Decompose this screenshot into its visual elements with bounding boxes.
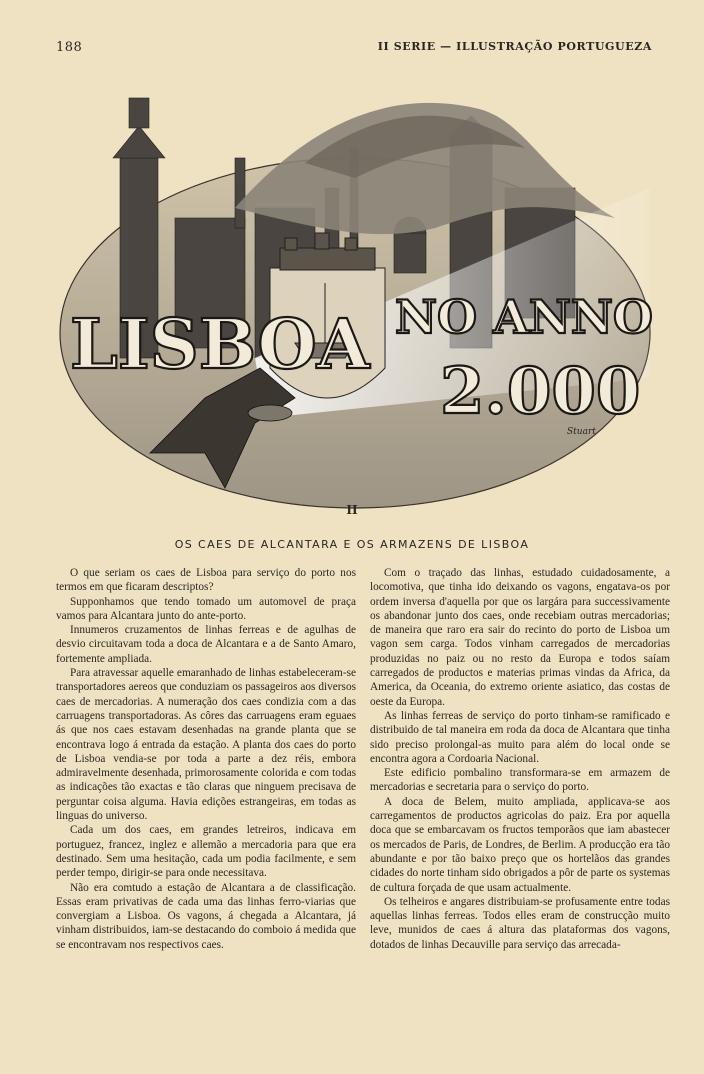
text-column-left	[56, 566, 356, 952]
paragraph: Não era comtudo a estação de Alcantara a de classificação. Essas eram privativas de cada uma das linhas ferro-viarias que convergiam a Lisboa. Os vagons, á chegada a Alcantara, já vinham distribuidos, iam-se destacando do comboio á medida que se encontravam nos respectivos caes.	[56, 881, 356, 951]
paragraph: As linhas ferreas de serviço do porto tinham-se ramificado e distribuido de tal maneira em roda da doca de Alcantara que tinha sido preciso prolongal-as muito para além do local onde se encontra agora a Cordoaria Nacional.	[370, 709, 670, 765]
paragraph: Supponhamos que tendo tomado um automovel de praça vamos para Alcantara junto do ante-porto.	[56, 595, 356, 622]
text-column-right	[370, 566, 670, 952]
running-head: II SERIE — ILLUSTRAÇÃO PORTUGUEZA	[377, 40, 652, 53]
plate-numeral: II	[346, 503, 358, 517]
title-year: 2.000	[440, 354, 641, 429]
artist-signature: Stuart	[567, 427, 596, 437]
paragraph: O que seriam os caes de Lisboa para serviço do porto nos termos em que ficaram descriptos?	[56, 567, 356, 594]
paragraph: Os telheiros e angares distribuiam-se profusamente entre todas aquellas linhas ferreas. Todos elles eram de construcção muito leve, munidos de caes á altura das plataformas dos vagons, dotados de linhas Decauville para serviço das arrecada-	[370, 895, 670, 951]
paragraph: A doca de Belem, muito ampliada, applicava-se aos carregamentos de productos agricolas do paiz. Era por aquella doca que se embarcavam os fructos temporãos que iam abastecer os mercados de Paris, de Londres, de Berlim. A producção era tão abundante e por tão baixo preço que os hortelãos das grandes cidades do norte tinham sido obrigados a pôr de parte os systemas de cultura forçada de que usam actualmente.	[370, 795, 670, 894]
paragraph: Este edificio pombalino transformara-se em armazem de mercadorias e secretaria para o serviço do porto.	[370, 767, 670, 794]
paragraph: Cada um dos caes, em grandes letreiros, indicava em portuguez, francez, inglez e allemão a mercadoria para que era destinado. Sem uma hesitação, cada um podia facilmente, e sem perder tempo, dirigir-se para onde necessitava.	[56, 824, 356, 880]
paragraph: Com o traçado das linhas, estudado cuidadosamente, a locomotiva, que tinha ido deixando os vagons, engatava-os por ordem inversa d'aquella por que os largára para successivamente os abandonar junto dos caes, onde recebiam outras mercadorias; de maneira que raro era sair do recinto do porto de Lisboa um vagon sem carga. Todos vinham carregados de mercadorias produzidas no paiz ou no resto da Europa e todos saíam carregados de productos e materias primas vindas da Africa, da America, da Oceania, do extremo oriente asiatico, das costas de oeste da Europa.	[370, 567, 670, 708]
paragraph: Innumeros cruzamentos de linhas ferreas e de agulhas de desvio circuitavam toda a doca de Alcantara e a de Santo Amaro, fortemente ampliada.	[56, 624, 356, 665]
page-header	[56, 40, 652, 60]
title-lisboa: LISBOA	[70, 305, 370, 385]
lisboa-2000-illustration	[55, 68, 655, 513]
section-title: OS CAES DE ALCANTARA E OS ARMAZENS DE LISBOA	[174, 538, 530, 551]
paragraph: Para atravessar aquelle emaranhado de linhas estabeleceram-se transportadores aereos que conduziam os passageiros aos diversos caes de mercadorias. A numeração dos caes condizia com a das carruagens transportadoras. As côres das carruagens eram eguaes ás que nos caes estavam desenhadas na grande planta que se encontrava logo á entrada da estação. A planta dos caes do porto de Lisboa vendia-se por toda a parte a dez réis, embora admiravelmente desenhada, primorosamente colorida e com todas as indicações tão exactas e tão claras que ninguem precisava de perguntar coisa alguma. Havia edições estrangeiras, em todas as linguas do universo.	[56, 667, 356, 823]
title-no-anno: NO ANNO	[395, 290, 653, 344]
page-number: 188	[56, 40, 83, 55]
